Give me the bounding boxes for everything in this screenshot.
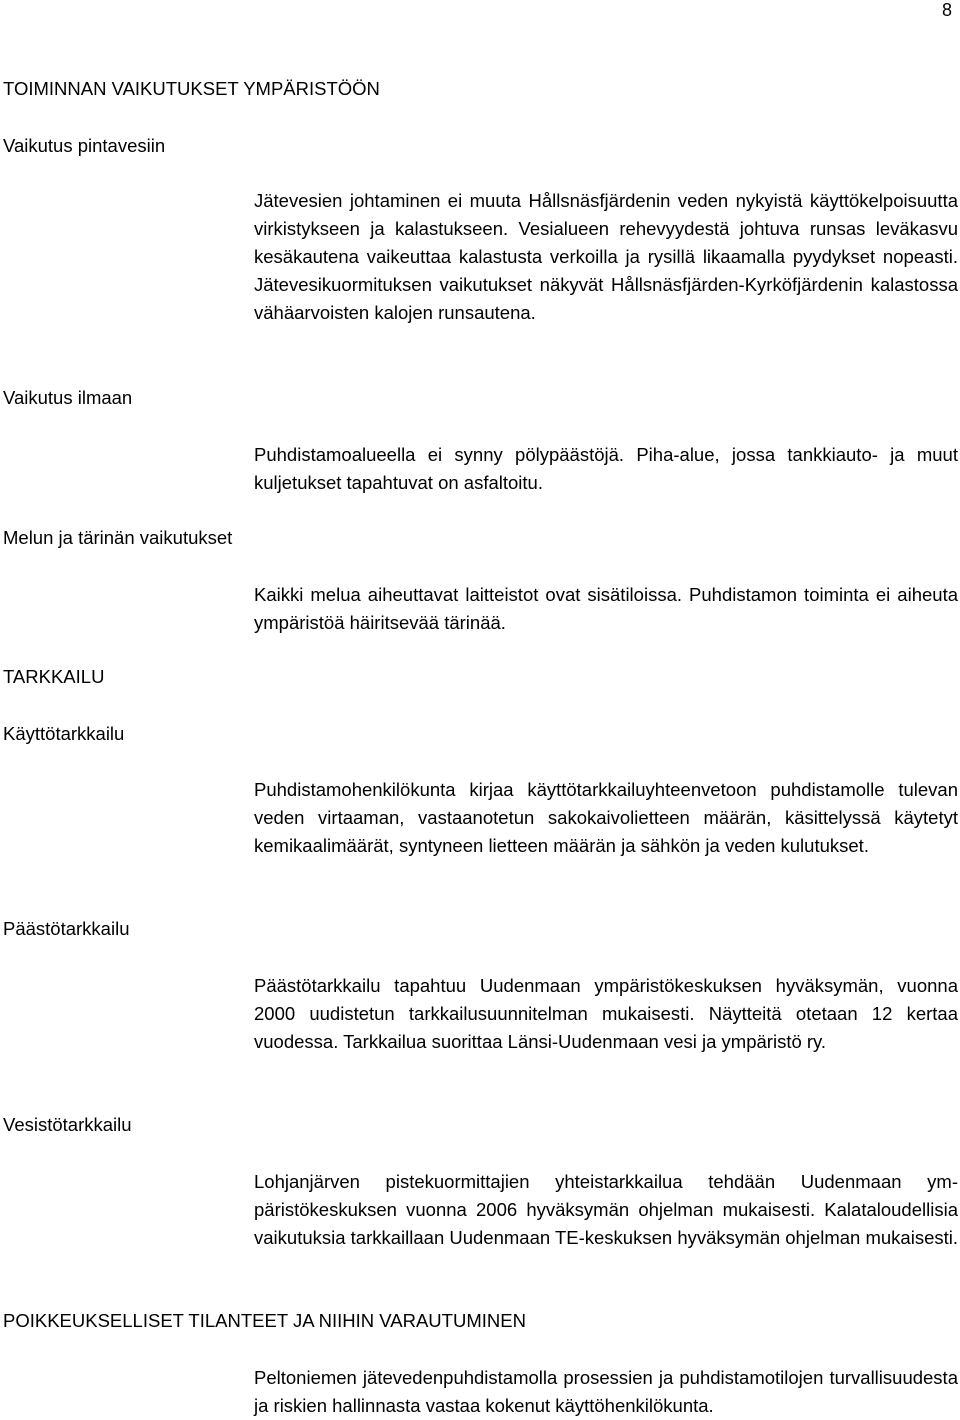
subheading-paastotarkkailu: Päästötarkkailu [3, 918, 130, 939]
paragraph-melun-ja-tarinan-vaikutukset: Kaikki melua aiheuttavat laitteistot ovat sisätiloissa. Puhdistamon toiminta ei aiheuta ympäristöä häiritsevää tärinää. [254, 584, 958, 633]
subheading-vaikutus-ilmaan: Vaikutus ilmaan [3, 387, 133, 408]
subheading-vesistotarkkailu: Vesistötarkkailu [3, 1114, 132, 1135]
paragraph-poikkeukselliset-tilanteet: Peltoniemen jätevedenpuhdistamolla prosessien ja puhdistamotilojen turvallisuudesta ja riskien hallinnasta vastaa kokenut käyttöhenkilökunta. [254, 1367, 958, 1416]
subheading-melun-ja-tarinan-vaikutukset: Melun ja tärinän vaikutukset [3, 527, 233, 548]
section-title-poikkeukselliset-tilanteet: POIKKEUKSELLISET TILANTEET JA NIIHIN VARAUTUMINEN [3, 1310, 526, 1331]
section-title-toiminnan-vaikutukset: TOIMINNAN VAIKUTUKSET YMPÄRISTÖÖN [3, 78, 380, 99]
paragraph-vaikutus-ilmaan: Puhdistamoalueella ei synny pölypäästöjä. Piha-alue, jossa tankkiauto- ja muut kuljetukset tapahtuvat on asfaltoitu. [254, 444, 958, 493]
page-number: 8 [941, 0, 952, 20]
section-title-tarkkailu: TARKKAILU [3, 666, 105, 687]
paragraph-vesistotarkkailu: Lohjanjärven pistekuormittajien yhteistarkkailua tehdään Uudenmaan ympäristökeskuksen vuonna 2006 hyväksymän ohjelman mukaisesti. Kalataloudellisia vaikutuksia tarkkaillaan Uudenmaan TE-keskuksen hyväksymän ohjelman mukaisesti. [254, 1171, 959, 1248]
subheading-vaikutus-pintavesiin: Vaikutus pintavesiin [3, 135, 166, 156]
subheading-kayttotarkkailu: Käyttötarkkailu [3, 723, 125, 744]
paragraph-vaikutus-pintavesiin: Jätevesien johtaminen ei muuta Hållsnäsfjärdenin veden nykyistä käyttökelpoisuutta virkistykseen ja kalastukseen. Vesialueen rehevyydestä johtuva runsas leväkasvu kesäkautena vaikeuttaa kalastusta verkoilla ja rysillä likaamalla pyydykset nopeasti. Jätevesikuormituksen vaikutukset näkyvät Hållsnäsfjärden-Kyrköfjärdenin kalastossa vähäarvoisten kalojen runsautena. [254, 190, 958, 323]
paragraph-paastotarkkailu: Päästötarkkailu tapahtuu Uudenmaan ympäristökeskuksen hyväksymän, vuonna 2000 uudistetun tarkkailusuunnitelman mukaisesti. Näytteitä otetaan 12 kertaa vuodessa. Tarkkailua suorittaa Länsi-Uudenmaan vesi ja ympäristö ry. [254, 975, 958, 1052]
paragraph-kayttotarkkailu: Puhdistamohenkilökunta kirjaa käyttötarkkailuyhteenvetoon puhdistamolle tulevan veden virtaaman, vastaanotetun sakokaivolietteen määrän, käsittelyssä käytetyt kemikaalimäärät, syntyneen lietteen määrän ja sähkön ja veden kulutukset. [254, 779, 958, 856]
